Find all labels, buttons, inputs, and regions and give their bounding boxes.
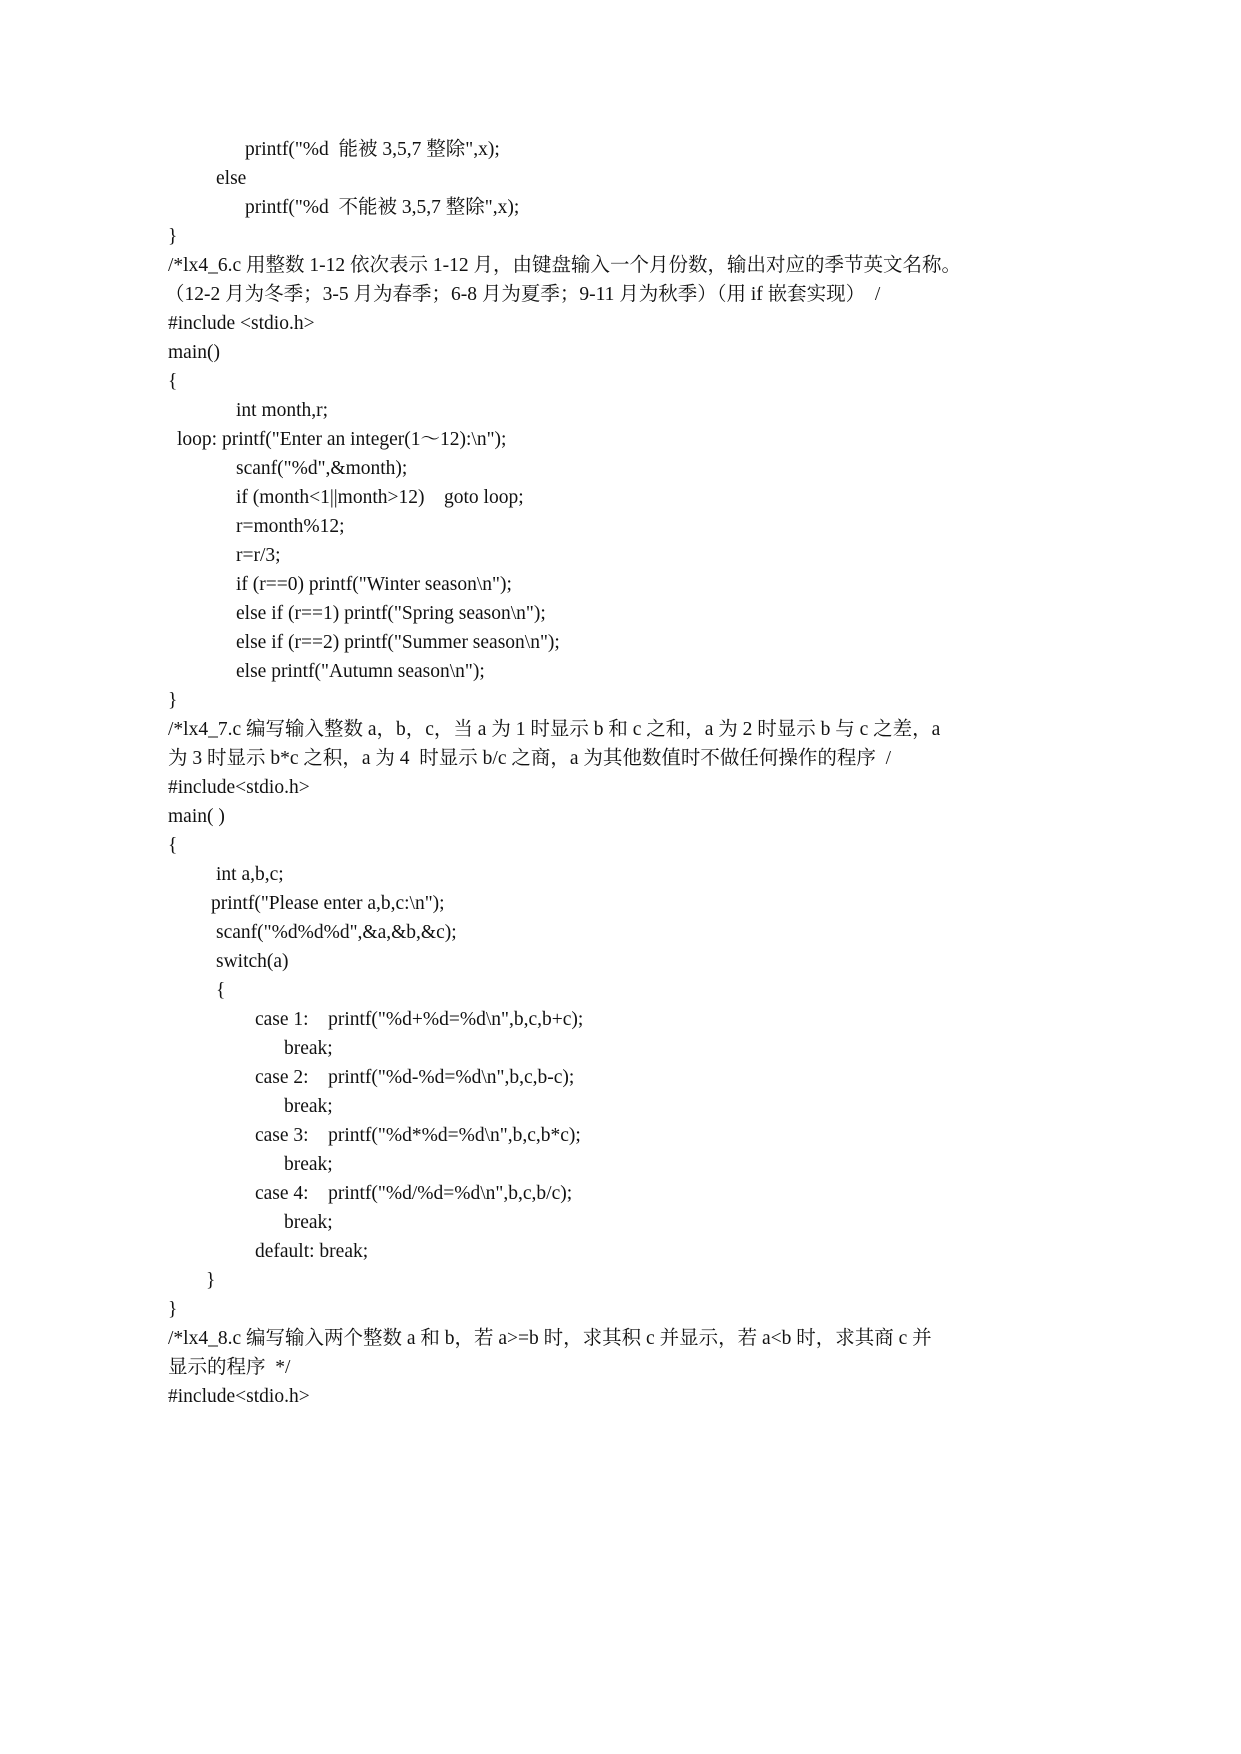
code-line: break; <box>284 1038 333 1059</box>
code-line: break; <box>284 1096 333 1117</box>
code-line: } <box>168 1299 178 1320</box>
comment-line: 为 3 时显示 b*c 之积，a 为 4 时显示 b/c 之商，a 为其他数值时不做任何操作的程序 / <box>168 748 892 769</box>
comment-line: /*lx4_7.c 编写输入整数 a，b，c，当 a 为 1 时显示 b 和 c 之和，a 为 2 时显示 b 与 c 之差，a <box>168 719 941 740</box>
code-line: else if (r==2) printf("Summer season\n"); <box>236 632 560 653</box>
code-line: else if (r==1) printf("Spring season\n"); <box>236 603 546 624</box>
comment-line: 显示的程序 */ <box>168 1357 291 1378</box>
code-line: else <box>216 168 247 189</box>
comment-line: /*lx4_6.c 用整数 1-12 依次表示 1-12 月，由键盘输入一个月份数，输出对应的季节英文名称。 <box>168 255 961 276</box>
code-line: r=r/3; <box>236 545 281 566</box>
code-line: case 1: printf("%d+%d=%d\n",b,c,b+c); <box>255 1009 584 1030</box>
code-line: { <box>168 835 178 856</box>
comment-line: （12-2 月为冬季；3-5 月为春季；6-8 月为夏季；9-11 月为秋季）（用 if 嵌套实现） / <box>165 284 881 305</box>
code-line: } <box>168 690 178 711</box>
code-line: scanf("%d",&month); <box>236 458 408 479</box>
code-line: main( ) <box>168 806 225 827</box>
code-line: case 4: printf("%d/%d=%d\n",b,c,b/c); <box>255 1183 573 1204</box>
code-line: printf("Please enter a,b,c:\n"); <box>211 893 445 914</box>
code-line: printf("%d 能被 3,5,7 整除",x); <box>245 139 500 160</box>
code-line: switch(a) <box>216 951 289 972</box>
code-line: break; <box>284 1154 333 1175</box>
code-line: scanf("%d%d%d",&a,&b,&c); <box>216 922 457 943</box>
code-line: r=month%12; <box>236 516 345 537</box>
code-line: if (r==0) printf("Winter season\n"); <box>236 574 512 595</box>
code-line: int a,b,c; <box>216 864 284 885</box>
code-line: #include <stdio.h> <box>168 313 315 334</box>
code-line: #include<stdio.h> <box>168 1386 310 1407</box>
code-line: if (month<1||month>12) goto loop; <box>236 487 524 508</box>
code-line: } <box>206 1270 216 1291</box>
code-line: int month,r; <box>236 400 329 421</box>
code-line: loop: printf("Enter an integer(1～12):\n"); <box>177 429 507 450</box>
code-line: break; <box>284 1212 333 1233</box>
code-line: else printf("Autumn season\n"); <box>236 661 485 682</box>
code-line: { <box>168 371 178 392</box>
code-line: } <box>168 226 178 247</box>
code-line: printf("%d 不能被 3,5,7 整除",x); <box>245 197 520 218</box>
code-line: main() <box>168 342 220 363</box>
code-line: default: break; <box>255 1241 369 1262</box>
code-line: #include<stdio.h> <box>168 777 310 798</box>
comment-line: /*lx4_8.c 编写输入两个整数 a 和 b，若 a>=b 时，求其积 c 并显示，若 a<b 时，求其商 c 并 <box>168 1328 932 1349</box>
code-line: { <box>216 980 226 1001</box>
code-line: case 2: printf("%d-%d=%d\n",b,c,b-c); <box>255 1067 575 1088</box>
code-line: case 3: printf("%d*%d=%d\n",b,c,b*c); <box>255 1125 581 1146</box>
